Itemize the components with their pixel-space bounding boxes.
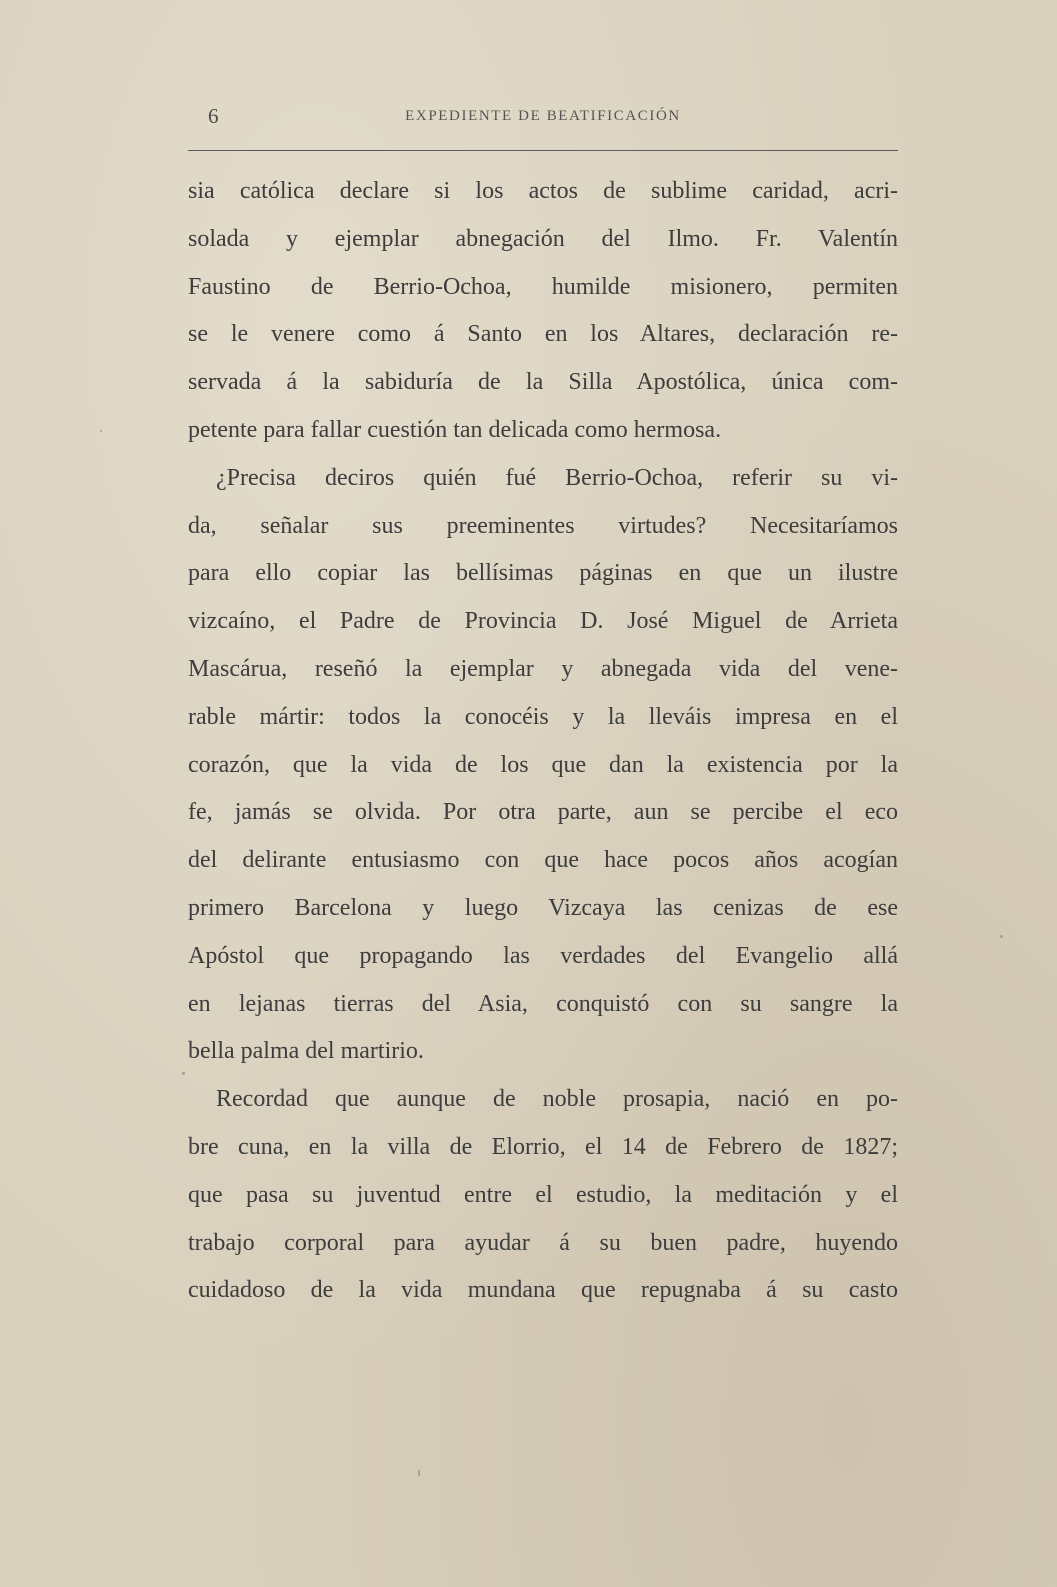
paper-speck: [418, 1470, 420, 1476]
body-text: [188, 168, 898, 1315]
text-line: Mascárua, reseñó la ejemplar y abnegada vida del vene-: [188, 655, 898, 682]
text-line: en lejanas tierras del Asia, conquistó con su sangre la: [188, 990, 898, 1017]
paper-speck: [1000, 935, 1003, 938]
text-line: solada y ejemplar abnegación del Ilmo. Fr. Valentín: [188, 225, 898, 252]
text-line: cuidadoso de la vida mundana que repugnaba á su casto: [188, 1277, 898, 1304]
text-line: para ello copiar las bellísimas páginas en que un ilustre: [188, 560, 898, 587]
text-line: del delirante entusiasmo con que hace pocos años acogían: [188, 847, 898, 874]
text-line: rable mártir: todos la conocéis y la lleváis impresa en el: [188, 703, 898, 730]
text-line: Faustino de Berrio-Ochoa, humilde misionero, permiten: [188, 273, 898, 300]
text-line: da, señalar sus preeminentes virtudes? Necesitaríamos: [188, 512, 898, 539]
text-line: petente para fallar cuestión tan delicada como hermosa.: [188, 416, 722, 443]
text-line: vizcaíno, el Padre de Provincia D. José Miguel de Arrieta: [188, 608, 898, 635]
header-rule: [188, 150, 898, 151]
text-line: fe, jamás se olvida. Por otra parte, aun se percibe el eco: [188, 799, 898, 826]
text-line: corazón, que la vida de los que dan la existencia por la: [188, 751, 898, 778]
running-head: [188, 104, 898, 130]
paper-speck: [100, 430, 102, 432]
text-line: Recordad que aunque de noble prosapia, nació en po-: [216, 1086, 898, 1113]
text-line: Apóstol que propagando las verdades del Evangelio allá: [188, 942, 898, 969]
text-line: trabajo corporal para ayudar á su buen padre, huyendo: [188, 1229, 898, 1256]
page-number: 6: [208, 104, 219, 128]
paper-speck: [182, 1072, 185, 1075]
text-line: primero Barcelona y luego Vizcaya las cenizas de ese: [188, 894, 898, 921]
text-line: bre cuna, en la villa de Elorrio, el 14 de Febrero de 1827;: [188, 1133, 898, 1160]
text-line: se le venere como á Santo en los Altares, declaración re-: [188, 321, 898, 348]
text-line: sia católica declare si los actos de sublime caridad, acri-: [188, 178, 898, 204]
text-line: que pasa su juventud entre el estudio, la meditación y el: [188, 1181, 898, 1208]
running-head-title: EXPEDIENTE DE BEATIFICACIÓN: [405, 108, 681, 124]
text-line: bella palma del martirio.: [188, 1038, 424, 1065]
text-line: servada á la sabiduría de la Silla Apostólica, única com-: [188, 369, 898, 396]
text-line: ¿Precisa deciros quién fué Berrio-Ochoa, referir su vi-: [216, 464, 898, 491]
